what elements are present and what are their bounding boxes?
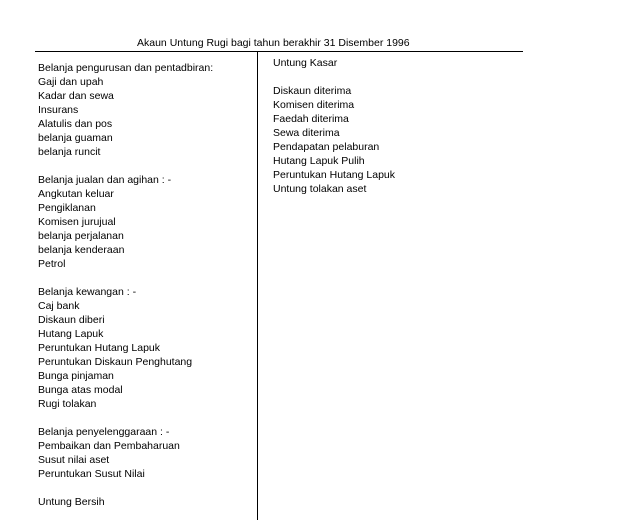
maintenance-item: Peruntukan Susut Nilai — [38, 468, 145, 480]
selling-item: belanja perjalanan — [38, 230, 124, 242]
maintenance-item: Pembaikan dan Pembaharuan — [38, 440, 180, 452]
header-rule — [35, 51, 523, 52]
admin-item: Alatulis dan pos — [38, 118, 113, 130]
maintenance-item: Susut nilai aset — [38, 454, 110, 466]
income-item: Sewa diterima — [273, 127, 340, 139]
finance-item: Caj bank — [38, 300, 80, 312]
finance-item: Hutang Lapuk — [38, 328, 104, 340]
gross-profit: Untung Kasar — [273, 57, 338, 69]
debit-column — [38, 61, 213, 509]
admin-item: Insurans — [38, 104, 79, 116]
finance-item: Bunga pinjaman — [38, 370, 114, 382]
selling-item: Komisen jurujual — [38, 216, 116, 228]
finance-item: Diskaun diberi — [38, 314, 105, 326]
admin-heading: Belanja pengurusan dan pentadbiran: — [38, 62, 214, 74]
selling-item: Petrol — [38, 258, 66, 270]
statement-title: Akaun Untung Rugi bagi tahun berakhir 31 Disember 1996 — [137, 37, 410, 49]
finance-item: Rugi tolakan — [38, 398, 97, 410]
selling-heading: Belanja jualan dan agihan : - — [38, 174, 172, 186]
income-item: Hutang Lapuk Pulih — [273, 155, 365, 167]
column-divider — [257, 51, 258, 520]
admin-item: Gaji dan upah — [38, 76, 104, 88]
net-profit: Untung Bersih — [38, 496, 105, 508]
income-item: Pendapatan pelaburan — [273, 141, 380, 153]
maintenance-heading: Belanja penyelenggaraan : - — [38, 426, 170, 438]
selling-item: belanja kenderaan — [38, 244, 125, 256]
credit-column — [273, 56, 395, 196]
admin-item: belanja runcit — [38, 146, 101, 158]
admin-item: Kadar dan sewa — [38, 90, 114, 102]
selling-item: Angkutan keluar — [38, 188, 114, 200]
finance-item: Bunga atas modal — [38, 384, 123, 396]
income-item: Peruntukan Hutang Lapuk — [273, 169, 396, 181]
income-item: Diskaun diterima — [273, 85, 352, 97]
income-item: Komisen diterima — [273, 99, 355, 111]
selling-item: Pengiklanan — [38, 202, 96, 214]
income-item: Faedah diterima — [273, 113, 349, 125]
finance-heading: Belanja kewangan : - — [38, 286, 137, 298]
finance-item: Peruntukan Hutang Lapuk — [38, 342, 161, 354]
income-item: Untung tolakan aset — [273, 183, 367, 195]
finance-item: Peruntukan Diskaun Penghutang — [38, 356, 193, 368]
admin-item: belanja guaman — [38, 132, 113, 144]
